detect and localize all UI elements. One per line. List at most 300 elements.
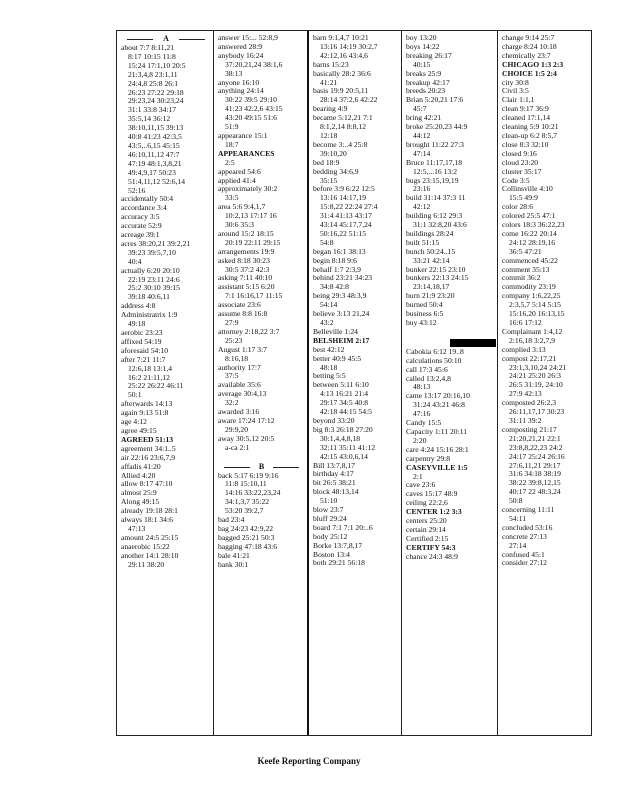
index-entry-continuation: 31:11 39:2 <box>509 415 542 425</box>
index-entry-continuation: 23:1,3,10,24 24:21 <box>509 362 567 372</box>
index-entry: back 5:17 6:19 9:16 <box>218 470 279 480</box>
index-entry: agreement 34:1..5 <box>121 443 176 453</box>
index-entry-continuation: 15:16,20 16:13,15 <box>509 309 565 319</box>
index-entry-continuation: 43:14 45:17,7,24 <box>320 220 372 230</box>
index-entry-continuation: 13:16 14:19 30:2,7 <box>320 41 378 51</box>
index-entry: board 7:1 7:1 20:..6 <box>313 522 373 532</box>
index-entry-continuation: 32:11 35:11 41:12 <box>320 442 376 452</box>
index-entry: Brian 5:20,21 17:6 <box>406 95 464 105</box>
index-entry: Borke 13:7,8,17 <box>313 540 363 550</box>
index-entry: buildings 28:24 <box>406 228 454 238</box>
index-entry-continuation: 31:1 32:8,20 43:6 <box>413 220 467 230</box>
index-entry: around 15:2 18:15 <box>218 228 274 238</box>
index-entry-continuation: a-ca 2:1 <box>225 442 250 452</box>
index-entry: comment 35:13 <box>502 264 550 274</box>
index-entry-continuation: 50:1 <box>128 390 142 400</box>
index-entry: bagged 25:21 50:3 <box>218 532 275 542</box>
index-entry-continuation: 24:12 28:19,16 <box>509 237 555 247</box>
index-entry-continuation: 30:6 35:3 <box>225 220 254 230</box>
index-entry: complied 3:13 <box>502 344 546 354</box>
index-entry-continuation: 25:22 26:22 46:11 <box>128 381 184 391</box>
index-entry-continuation: 15:8,22 22:24 27:4 <box>320 202 378 212</box>
index-entry: business 6:5 <box>406 309 444 319</box>
index-entry-continuation: 2:20 <box>413 435 427 445</box>
index-entry-continuation: 51:10 <box>320 496 338 506</box>
index-entry: clean-up 6:2 8:5,7 <box>502 130 558 140</box>
index-entry-continuation: 22:19 23:11 24:6 <box>128 274 180 284</box>
index-entry: appeared 54:6 <box>218 166 261 176</box>
index-entry: caves 15:17 48:9 <box>406 489 458 499</box>
index-entry: bag 24:23 42:9,22 <box>218 523 274 533</box>
index-entry: about 7:7 8:11,21 <box>121 43 175 52</box>
index-entry: birthday 4:17 <box>313 469 354 479</box>
index-entry: composting 21:17 <box>502 424 557 434</box>
index-entry-continuation: 33:5 <box>225 193 239 203</box>
index-entry-continuation: 10:2,13 17:17 16 <box>225 211 277 221</box>
index-entry-continuation: 38:13 <box>225 68 243 78</box>
index-entry: before 3:9 6:22 12:5 <box>313 184 375 194</box>
index-entry: average 30:4,13 <box>218 389 267 399</box>
index-entry: boy 13:20 <box>406 33 437 42</box>
index-entry-continuation: 18:7 <box>225 139 239 149</box>
index-entry: arrangements 19:9 <box>218 246 275 256</box>
index-entry: ceiling 22:2,6 <box>406 498 448 508</box>
index-entry: company 1:6,22,25 <box>502 291 561 301</box>
index-entry-continuation: 37:5 <box>225 371 239 381</box>
index-entry-continuation: 8:1,2,14 8:8,12 <box>320 122 366 132</box>
index-entry-continuation: 29:17 34:5 40:8 <box>320 398 369 408</box>
index-entry: bunkers 22:13 24:15 <box>406 273 469 283</box>
index-entry: bunch 50:24..15 <box>406 246 456 256</box>
index-entry: age 4:12 <box>121 417 147 427</box>
index-entry-continuation: 12:6,18 13:1,4 <box>128 363 173 373</box>
index-column-4 <box>401 31 497 735</box>
index-entry-continuation: 50:16,22 51:15 <box>320 228 366 238</box>
section-letter-heading: A <box>121 34 211 44</box>
index-entry: asking 7:11 40:10 <box>218 273 273 283</box>
index-entry: available 35:6 <box>218 380 261 390</box>
index-entry: appearance 15:1 <box>218 130 268 140</box>
index-entry-continuation: 12:18 <box>320 130 338 140</box>
index-entry: built 51:15 <box>406 237 440 247</box>
index-entry: concerning 11:11 <box>502 505 555 515</box>
index-entry-continuation: 16:2 21:11,12 <box>128 372 170 382</box>
index-entry: Complainant 1:4,12 <box>502 326 563 336</box>
index-entry-continuation: 34:1,3,7 35:22 <box>225 497 270 507</box>
index-entry: compost 22:17,21 <box>502 353 557 363</box>
index-entry: Boston 13:4 <box>313 549 350 559</box>
index-entry: agree 49:15 <box>121 425 157 435</box>
index-entry: brought 11:22 27:3 <box>406 139 464 149</box>
index-entry: attorney 2:18,22 3:7 <box>218 326 280 336</box>
index-entry-continuation: 40:4 <box>128 256 142 266</box>
index-entry-continuation: 30:1,4,4,8,18 <box>320 433 361 443</box>
index-entry: clean 9:17 36:9 <box>502 104 549 114</box>
index-entry: APPEARANCES <box>218 148 275 158</box>
index-entry: already 19:18 28:1 <box>121 506 178 516</box>
index-entry-continuation: 40:17 22 48:3,24 <box>509 487 561 497</box>
index-entry: cleaned 17:1,14 <box>502 113 551 123</box>
index-entry-continuation: 21:3,4,8 23:1,11 <box>128 69 178 79</box>
index-entry: bluff 29:24 <box>313 513 347 523</box>
index-entry <box>406 328 495 337</box>
index-entry: blow 23:7 <box>313 505 344 515</box>
index-entry: charge 8:24 10:18 <box>502 41 557 51</box>
index-entry-continuation: 40:8 41:23 42:3,5 <box>128 132 182 142</box>
index-entry: consider 27:12 <box>502 558 547 568</box>
index-entry: confused 45:1 <box>502 549 545 559</box>
index-entry-continuation: 13:16 14:17,19 <box>320 193 366 203</box>
index-entry: close 8:3 32:10 <box>502 139 549 149</box>
index-entry-continuation: 24:4,8 25:8 26:1 <box>128 78 178 88</box>
index-entry-continuation: 2:5 <box>225 157 235 167</box>
index-entry-continuation: 21:20,21,21 22:1 <box>509 433 561 443</box>
index-entry: believe 3:13 21,24 <box>313 309 370 319</box>
index-entry: address 4:8 <box>121 301 156 311</box>
index-entry: Administratrix 1:9 <box>121 310 178 320</box>
index-entry: associate 23:6 <box>218 300 261 310</box>
index-entry: CERTIFY 54:3 <box>406 542 456 552</box>
index-entry: building 6:12 29:3 <box>406 211 463 221</box>
index-entry-continuation: 26:11,17,17 30:23 <box>509 407 565 417</box>
index-entry: CHOICE 1:5 2:4 <box>502 68 557 78</box>
index-entry-continuation: 38:22 39:8,12,15 <box>509 478 561 488</box>
index-entry-continuation: 25:23 <box>225 335 243 345</box>
index-entry: breaks 25:9 <box>406 68 442 78</box>
index-entry-continuation: 29:9,20 <box>225 424 248 434</box>
index-entry-continuation: 16:6 17:12 <box>509 318 542 327</box>
index-entry: broke 25:20,23 44:9 <box>406 122 468 132</box>
index-entry-continuation: 7:1 16:16,17 11:15 <box>225 291 283 301</box>
index-entry-continuation: 49:4,9,17 50:23 <box>128 167 176 177</box>
index-entry: concrete 27:13 <box>502 531 547 541</box>
index-entry: always 18:1 34:6 <box>121 515 173 525</box>
index-entry-continuation: 42:15 43:0,6,14 <box>320 451 368 461</box>
index-entry: basically 28:2 36:6 <box>313 68 371 78</box>
index-entry <box>218 453 305 462</box>
index-entry: begin 8:18 9:6 <box>313 255 357 265</box>
index-entry: allow 8:17 47:10 <box>121 479 173 489</box>
index-entry-continuation: 24:21 25:20 26:3 <box>509 371 561 381</box>
index-entry-continuation: 42:12 <box>413 202 431 212</box>
index-entry: breaking 26:17 <box>406 50 452 60</box>
index-entry-continuation: 39:10,20 <box>320 148 347 158</box>
index-entry: boys 14:22 <box>406 41 440 51</box>
index-entry: bunker 22:15 23:10 <box>406 264 466 274</box>
index-entry: anyone 16:10 <box>218 77 260 87</box>
index-entry: bagging 47:18 43:6 <box>218 541 278 551</box>
index-entry: affixed 54:19 <box>121 336 162 346</box>
index-entry: awarded 3:16 <box>218 407 260 417</box>
index-entry: commenced 45:22 <box>502 255 558 265</box>
index-entry: accuracy 3:5 <box>121 212 160 222</box>
index-entry: Code 3:5 <box>502 175 530 185</box>
index-entry-continuation: 11:8 15:10,11 <box>225 479 267 489</box>
index-entry: Allied 4:20 <box>121 470 156 480</box>
index-entry: cluster 35:17 <box>502 166 542 176</box>
index-entry-continuation: 26:5 31:19, 24:10 <box>509 380 563 390</box>
index-entry: BELSHEIM 2:17 <box>313 335 370 345</box>
index-entry-continuation: 23:8,8,22,23 24:2 <box>509 442 563 452</box>
index-entry-continuation: 41:23 42:2,6 43:15 <box>225 104 283 114</box>
index-entry: afterwards 14:13 <box>121 399 173 409</box>
index-entry: assume 8:8 16:8 <box>218 309 268 319</box>
index-entry: accidentally 50:4 <box>121 194 174 204</box>
index-entry-continuation: 38:10,11,15 39:13 <box>128 123 184 133</box>
index-entry: CASEYVILLE 1:5 <box>406 462 468 472</box>
index-entry: betting 5:5 <box>313 371 346 381</box>
index-entry: bring 42:21 <box>406 113 442 123</box>
index-entry-continuation: 2:3,5,7 5:14 5:15 <box>509 300 561 310</box>
index-entry: bearing 4:9 <box>313 104 348 114</box>
index-entry: commodity 23:19 <box>502 282 556 292</box>
index-entry-continuation: 8:16,18 <box>225 353 248 363</box>
index-entry: big 8:3 26:18 27:20 <box>313 424 373 434</box>
index-entry: affadis 41:20 <box>121 461 161 471</box>
index-entry: build 31:14 37:3 11 <box>406 193 466 203</box>
index-entry: anaerobic 15:22 <box>121 541 170 551</box>
index-entry-continuation: 48:18 <box>320 362 338 372</box>
index-entry: CENTER 1:2 3:3 <box>406 507 462 517</box>
index-entry: burn 21:9 23:20 <box>406 291 455 301</box>
index-entry: burned 50:4 <box>406 300 443 310</box>
index-entry: after 7:21 11:7 <box>121 354 166 364</box>
index-entry: another 14:1 28:10 <box>121 550 179 560</box>
index-entry-continuation: 40:15 <box>413 59 431 69</box>
index-entry-continuation: 27:14 <box>509 540 527 550</box>
index-entry-continuation: 43:5,..6,15 45:15 <box>128 140 180 150</box>
index-entry: aerobic 23:23 <box>121 328 163 337</box>
index-entry: being 29:3 48:3,9 <box>313 291 367 301</box>
index-entry-continuation: 42:18 44:15 54:5 <box>320 407 372 417</box>
index-entry-continuation: 42:12,16 43:4,6 <box>320 50 368 60</box>
index-entry: care 4:24 15:16 28:1 <box>406 444 469 454</box>
index-entry: closed 9:16 <box>502 148 537 158</box>
index-entry-continuation: 15:24 17:1,10 20:5 <box>128 60 186 70</box>
index-entry: chance 24:3 48:9 <box>406 551 458 561</box>
page-footer: Keefe Reporting Company <box>257 756 361 766</box>
index-entry-continuation: 36:5 47:21 <box>509 246 542 256</box>
index-entry: breeds 20:23 <box>406 86 446 96</box>
index-entry: cloud 23:20 <box>502 157 539 167</box>
index-entry: become 3:..4 25:8 <box>313 139 368 149</box>
index-entry-continuation: 43:20 49:15 51:6 <box>225 113 277 123</box>
index-entry: Candy 15:5 <box>406 418 442 428</box>
index-entry-continuation: 41:21 <box>320 77 338 87</box>
index-entry: concluded 53:16 <box>502 522 553 532</box>
index-entry-continuation: 12:5,...16 13:2 <box>413 166 458 176</box>
index-entry: acreage 39:1 <box>121 230 160 240</box>
index-entry: Along 49:15 <box>121 497 160 507</box>
index-entry-continuation: 28:14 37:2,6 42:22 <box>320 95 378 105</box>
index-entry-continuation: 51:4,11,12 52:6,14 <box>128 176 186 186</box>
index-entry: acres 38:20,21 39:2,21 <box>121 238 191 248</box>
index-entry-continuation: 30:5 37:2 42:3 <box>225 264 270 274</box>
index-entry-continuation: 31:6 34:18 38:19 <box>509 469 561 479</box>
index-entry-continuation: 49:18 <box>128 319 146 329</box>
index-entry-continuation: 26:23 27:22 29:18 <box>128 87 184 97</box>
index-entry-continuation: 23:14,18,17 <box>413 282 450 292</box>
index-entry: area 5:6 9:4,1,7 <box>218 202 266 212</box>
index-entry: cave 23:6 <box>406 480 436 490</box>
index-entry-continuation: 20:19 22:11 29:15 <box>225 237 281 247</box>
index-entry: Belleville 1:24 <box>313 326 358 336</box>
index-entry-continuation: 53:20 39:2,7 <box>225 506 264 516</box>
index-entry-continuation: 27:6,11,21 29:17 <box>509 460 561 470</box>
index-entry: aware 17:24 17:12 <box>218 415 275 425</box>
index-entry: bedding 34:6,9 <box>313 166 359 176</box>
index-entry: composted 26:2,3 <box>502 398 556 408</box>
index-entry-continuation: 43:2 <box>320 318 334 327</box>
index-entry-continuation: 44:12 <box>413 130 431 140</box>
index-entry: anything 24:14 <box>218 86 264 96</box>
index-entry: applied 41:4 <box>218 175 256 185</box>
index-entry-continuation: 52:16 <box>128 185 146 195</box>
index-entry-continuation: 30:22 39:5 29:10 <box>225 95 277 105</box>
index-entry-continuation: 47:19 48:1,3,8,21 <box>128 158 182 168</box>
index-entry-continuation: 14:16 33:22,23,24 <box>225 488 281 498</box>
index-entry: come 16:22 20:14 <box>502 228 557 238</box>
index-entry: Civil 3:5 <box>502 86 529 96</box>
index-entry-continuation: 47:16 <box>413 409 431 419</box>
index-entry: answer 15:... 52:8,9 <box>218 33 278 42</box>
index-entry-continuation: 25:2 30:10 39:15 <box>128 283 180 293</box>
index-entry-continuation: 34:8 42:8 <box>320 282 349 292</box>
index-entry: AGREED 51:13 <box>121 434 174 444</box>
index-entry: breakup 42:17 <box>406 77 450 87</box>
index-entry: commit 36:2 <box>502 273 541 283</box>
index-entry: almost 25:9 <box>121 488 157 498</box>
index-column-3 <box>307 31 401 735</box>
index-entry: colors 18:3 36:22,23 <box>502 220 565 230</box>
index-entry: came 13:17 20:16,10 <box>406 391 470 401</box>
index-entry-continuation: 39:18 40:6,11 <box>128 292 170 302</box>
index-entry: between 5:11 6:10 <box>313 380 369 390</box>
index-entry-continuation: 39:23 39:5,7,10 <box>128 247 176 257</box>
index-entry-continuation: 50:8 <box>509 496 523 506</box>
index-entry: actually 6:20 20:10 <box>121 265 180 275</box>
index-entry: authority 17:7 <box>218 362 261 372</box>
index-entry: color 28:6 <box>502 202 534 212</box>
index-entry-continuation: 47:14 <box>413 148 431 158</box>
index-entry-continuation: 47:13 <box>128 523 146 533</box>
index-entry: bed 18:9 <box>313 157 340 167</box>
index-entry: best 42:12 <box>313 344 345 354</box>
index-entry: certain 29:14 <box>406 524 446 534</box>
redacted-heading <box>406 339 495 347</box>
index-entry: again 9:13 51:8 <box>121 408 169 418</box>
index-entry: Bruce 11:17,17,18 <box>406 157 463 167</box>
index-entry-continuation: 4:13 16:21 21:4 <box>320 389 369 399</box>
index-entry: colored 25:5 47:1 <box>502 211 556 221</box>
index-entry-continuation: 23:16 <box>413 184 431 194</box>
index-entry: accurate 52:9 <box>121 221 162 231</box>
index-entry: Bill 13:7,8,17 <box>313 460 355 470</box>
index-entry: barn 9:1,4,7 10:21 <box>313 33 369 42</box>
index-entry-continuation: 27:9 <box>225 318 239 327</box>
redaction-bar <box>450 339 496 347</box>
index-entry-continuation: 54:14 <box>320 300 338 310</box>
index-entry-continuation: 37:20,21,24 38:1,6 <box>225 59 283 69</box>
index-entry: Collinsville 4:10 <box>502 184 553 194</box>
index-entry: block 48:13,14 <box>313 487 359 497</box>
index-entry: Certified 2:15 <box>406 533 449 543</box>
index-entry: behind 23:21 34:23 <box>313 273 373 283</box>
index-entry: centers 25:20 <box>406 516 447 526</box>
index-entry-continuation: 33:21 42:14 <box>413 255 450 265</box>
index-entry-continuation: 51:9 <box>225 122 239 132</box>
index-entry: CHICAGO 1:3 2:3 <box>502 59 564 69</box>
index-entry: aforesaid 54:10 <box>121 345 169 355</box>
index-entry: bank 30:1 <box>218 559 249 569</box>
index-entry-continuation: 45:7 <box>413 104 427 114</box>
index-column-2 <box>213 31 307 735</box>
index-entry: amount 24:5 25:15 <box>121 532 179 542</box>
index-entry-continuation: 31:1 33:8 34:17 <box>128 105 177 115</box>
index-entry: barns 15:23 <box>313 59 349 69</box>
index-entry-continuation: 15:5 49:9 <box>509 193 538 203</box>
index-entry: bale 41:21 <box>218 550 250 560</box>
index-entry: air 22:16 23:6,7,9 <box>121 452 175 462</box>
index-entry-continuation: 54:11 <box>509 513 527 523</box>
index-entry: change 9:14 25:7 <box>502 33 555 42</box>
index-page <box>116 30 592 736</box>
index-entry-continuation: 31:24 43:21 46:8 <box>413 400 465 410</box>
index-entry-continuation: 29:23,24 30:23,24 <box>128 96 184 106</box>
index-entry: Capacity 1:11 20:11 <box>406 426 468 436</box>
index-entry: approximately 30:2 <box>218 184 278 194</box>
index-entry: anybody 16:24 <box>218 50 264 60</box>
index-column-1 <box>117 31 213 735</box>
index-column-5 <box>497 31 591 735</box>
index-entry-continuation: 8:17 10:15 11:8 <box>128 51 176 61</box>
index-entry: away 30:5,12 20:5 <box>218 433 275 443</box>
index-entry: bugs 23:15,19,19 <box>406 175 459 185</box>
index-entry: answered 28:9 <box>218 41 263 51</box>
index-entry: became 5:12,21 7:1 <box>313 113 373 123</box>
index-entry-continuation: 2:16,18 3:2,7,9 <box>509 335 555 345</box>
index-entry: buy 43:12 <box>406 318 437 327</box>
index-entry: behalf 1:7 2:3,9 <box>313 264 361 274</box>
index-entry: chemically 23:7 <box>502 50 551 60</box>
index-entry-continuation: 32:2 <box>225 398 239 408</box>
index-entry-continuation: 46:10,11,12 47:7 <box>128 149 180 159</box>
index-entry-continuation: 27:9 42:13 <box>509 389 542 399</box>
index-entry: body 25:12 <box>313 531 348 541</box>
index-entry: calculations 50:10 <box>406 355 462 365</box>
index-entry: began 16:1 38:13 <box>313 246 366 256</box>
index-entry-continuation: 48:13 <box>413 382 431 392</box>
index-entry-continuation: 2:1 <box>413 471 423 481</box>
index-entry: call 17:3 45:6 <box>406 364 448 374</box>
index-entry: better 40:9 45:5 <box>313 353 362 363</box>
index-entry: basis 19:9 20:5,11 <box>313 86 369 96</box>
index-entry: bit 26:5 38:21 <box>313 478 356 488</box>
section-letter-heading: B <box>218 462 305 472</box>
index-entry-continuation: 35:15 <box>320 175 338 185</box>
index-entry: Clair 1:1,1 <box>502 95 535 105</box>
index-entry: city 30:8 <box>502 77 529 87</box>
index-entry-continuation: 24:17 25:24 26:16 <box>509 451 565 461</box>
index-entry: called 13:2,4,8 <box>406 373 451 383</box>
index-entry-continuation: 35:5,14 36:12 <box>128 114 171 124</box>
index-entry: August 1:17 3:7 <box>218 344 267 354</box>
index-entry: assistant 5:15 6:20 <box>218 282 275 292</box>
index-entry: carpentry 29:8 <box>406 453 451 463</box>
index-entry: beyond 33:20 <box>313 415 355 425</box>
index-entry-continuation: 31:4 41:13 43:17 <box>320 211 372 221</box>
index-entry: asked 8:18 30:23 <box>218 255 270 265</box>
